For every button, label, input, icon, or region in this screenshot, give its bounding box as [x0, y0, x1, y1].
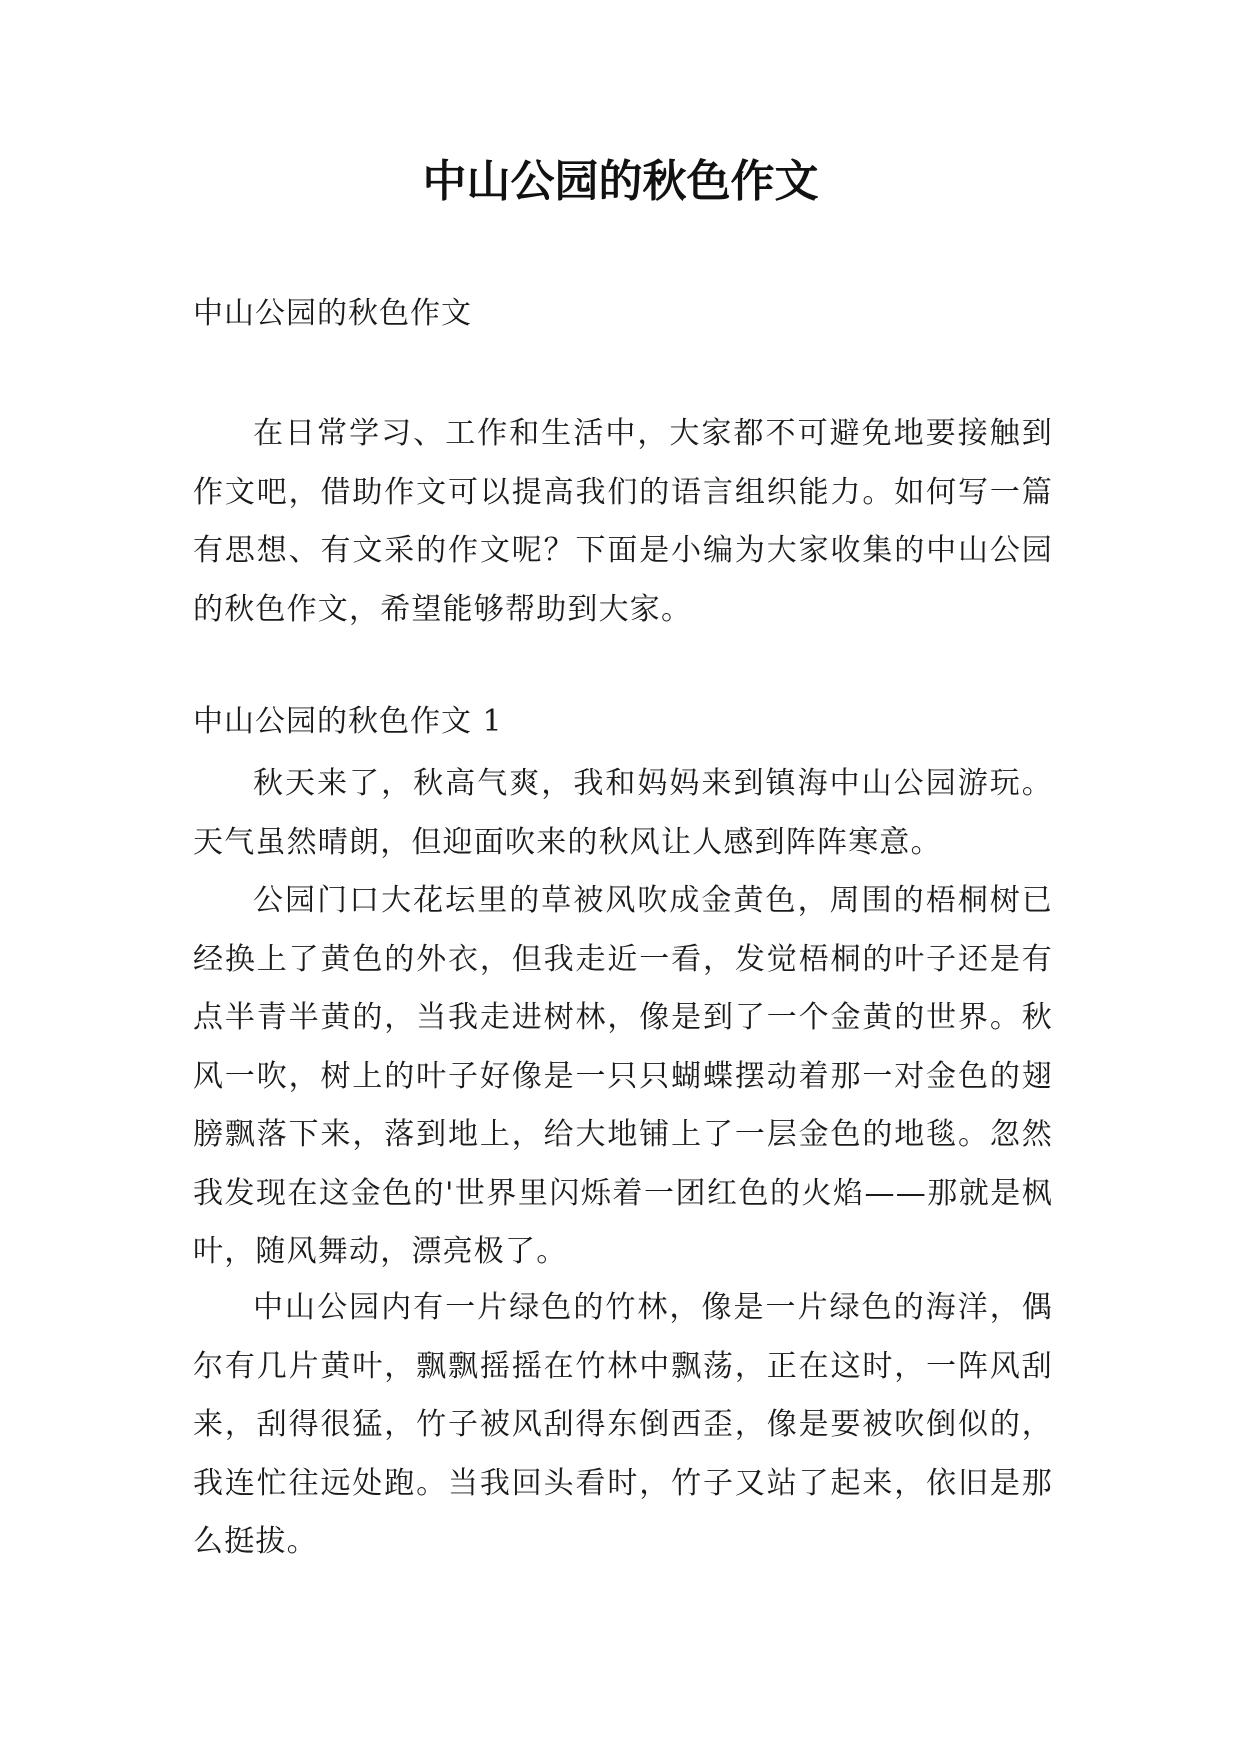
body-paragraph-1: 秋天来了，秋高气爽，我和妈妈来到镇海中山公园游玩。天气虽然晴朗，但迎面吹来的秋风让人感到阵阵寒意。 — [193, 766, 1053, 860]
intro-paragraph: 在日常学习、工作和生活中，大家都不可避免地要接触到作文吧，借助作文可以提高我们的语言组织能力。如何写一篇有思想、有文采的作文呢？下面是小编为大家收集的中山公园的秋色作文，希望能够帮助到大家。 — [193, 416, 1053, 627]
document-title: 中山公园的秋色作文 — [422, 156, 819, 207]
body-paragraph-2: 公园门口大花坛里的草被风吹成金黄色，周围的梧桐树已经换上了黄色的外衣，但我走近一看，发觉梧桐的叶子还是有点半青半黄的，当我走进树林，像是到了一个金黄的世界。秋风一吹，树上的叶子好像是一只只蝴蝶摆动着那一对金色的翅膀飘落下来，落到地上，给大地铺上了一层金色的地毯。忽然我发现在这金色的'世界里闪烁着一团红色的火焰——那就是枫叶，随风舞动，漂亮极了。 — [193, 883, 1053, 1269]
section-heading: 中山公园的秋色作文 1 — [193, 704, 503, 739]
document-subtitle: 中山公园的秋色作文 — [193, 296, 472, 331]
body-paragraph-3: 中山公园内有一片绿色的竹林，像是一片绿色的海洋，偶尔有几片黄叶，飘飘摇摇在竹林中飘荡，正在这时，一阵风刮来，刮得很猛，竹子被风刮得东倒西歪，像是要被吹倒似的，我连忙往远处跑。当我回头看时，竹子又站了起来，依旧是那么挺拔。 — [193, 1290, 1053, 1559]
